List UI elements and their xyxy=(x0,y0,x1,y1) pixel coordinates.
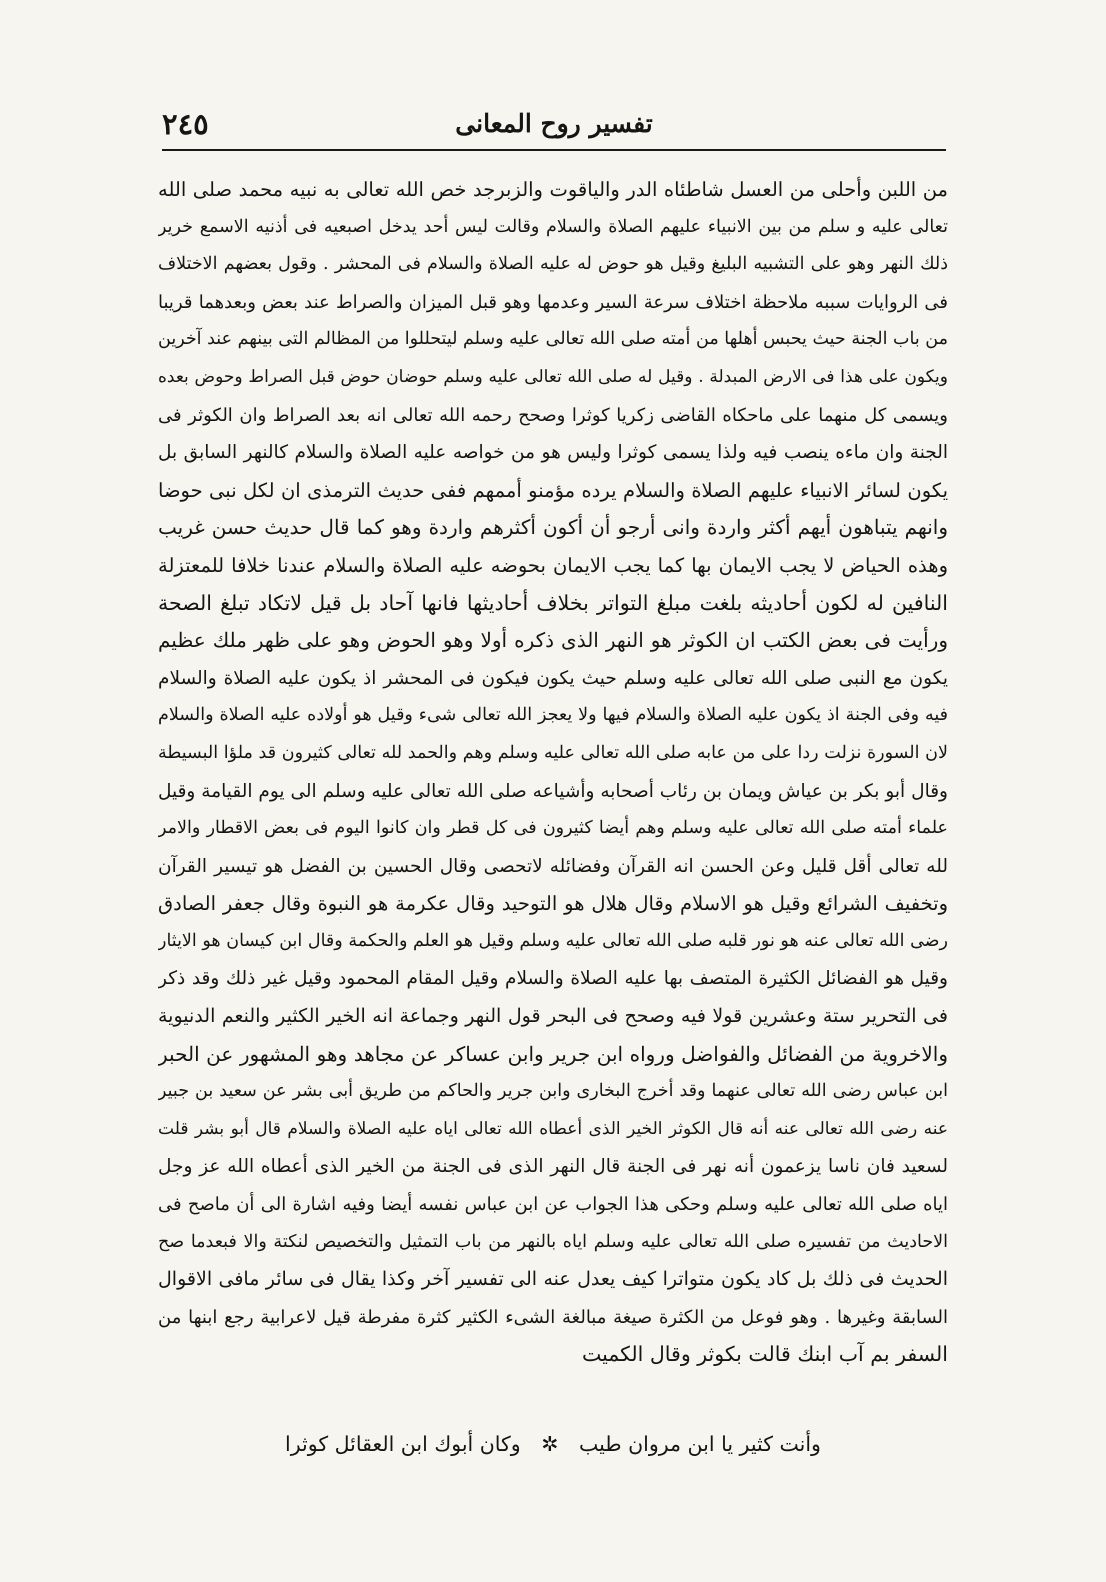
text-line: ويكون على هذا فى الارض المبدلة . وقيل له صلى الله تعالى عليه وسلم حوضان حوض قبل الصراط وحوض بعده xyxy=(158,366,948,387)
text-line: ذلك النهر وهو على التشبيه البليغ وقيل هو حوض له عليه الصلاة والسلام فى المحشر . وقول بعضهم الاختلاف xyxy=(158,254,948,275)
text-line: الجنة وان ماءه ينصب فيه ولذا يسمى كوثرا وليس هو من خواصه عليه الصلاة والسلام كالنهر السابق بل xyxy=(158,442,948,464)
text-line: وتخفيف الشرائع وقيل هو الاسلام وقال هلال هو التوحيد وقال عكرمة هو النبوة وقال جعفر الصادق xyxy=(158,892,948,916)
text-line: ابن عباس رضى الله تعالى عنهما وقد أخرج البخارى وابن جرير والحاكم من طريق أبى بشر عن سعيد بن جبير xyxy=(158,1081,948,1102)
text-line: ورأيت فى بعض الكتب ان الكوثر هو النهر الذى ذكره أولا وهو الحوض وهو على ظهر ملك عظيم xyxy=(158,628,948,653)
verse-second-hemistich: وكان أبوك ابن العقائل كوثرا xyxy=(285,1432,521,1456)
text-line: وهذه الحياض لا يجب الايمان بها كما يجب الايمان بحوضه عليه الصلاة والسلام عندنا خلافا للمعتزلة xyxy=(158,553,948,577)
text-line: ويسمى كل منهما على ماحكاه القاضى زكريا كوثرا وصحح رحمه الله تعالى انه بعد الصراط وان الكوثر فى xyxy=(158,404,948,426)
page-title: تفسير روح المعانى xyxy=(455,109,653,138)
text-line: لله تعالى أقل قليل وعن الحسن انه القرآن وفضائله لاتحصى وقال الحسين بن الفضل هو تيسير القرآن xyxy=(158,855,948,877)
page-header xyxy=(162,102,946,146)
text-line: السابقة وغيرها . وهو فوعل من الكثرة صيغة مبالغة الشىء الكثير كثرة مفرطة قيل لاعرابية رجع ابنها من xyxy=(158,1306,948,1328)
text-line: وقال أبو بكر بن عياش ويمان بن رئاب أصحابه وأشياعه صلى الله تعالى عليه وسلم الى يوم القيامة وقيل xyxy=(158,780,948,802)
text-line: وقيل هو الفضائل الكثيرة المتصف بها عليه الصلاة والسلام وقيل المقام المحمود وقيل غير ذلك وقد ذكر xyxy=(158,968,948,990)
text-line: النافين له لكون أحاديثه بلغت مبلغ التواتر بخلاف أحاديثها فانها آحاد بل قيل لاتكاد تبلغ الصحة xyxy=(158,590,948,615)
text-line: لسعيد فان ناسا يزعمون أنه نهر فى الجنة قال النهر الذى فى الجنة من الخير الذى أعطاه الله عز وجل xyxy=(158,1156,948,1178)
text-line: علماء أمته صلى الله تعالى عليه وسلم وهم أيضا كثيرون فى كل قطر وان كانوا اليوم فى بعض الاقطار والامر xyxy=(158,818,948,839)
text-line: من اللبن وأحلى من العسل شاطئاه الدر والياقوت والزبرجد خص الله تعالى به نبيه محمد صلى الله xyxy=(158,178,948,201)
text-line: الحديث فى ذلك بل كاد يكون متواترا كيف يعدل عنه الى تفسير آخر وكذا يقال فى سائر مافى الاقوال xyxy=(158,1268,948,1291)
header-rule xyxy=(162,149,946,151)
text-line: وانهم يتباهون أيهم أكثر واردة وانى أرجو أن أكون أكثرهم واردة وهو كما قال حديث حسن غريب xyxy=(158,515,948,540)
text-line: من باب الجنة حيث يحبس أهلها من أمته صلى الله تعالى عليه وسلم ليتحللوا من المظالم التى بينهم عند آخرين xyxy=(158,329,948,350)
text-line: رضى الله تعالى عنه هو نور قلبه صلى الله تعالى عليه وسلم وقيل هو العلم والحكمة وقال ابن كيسان هو الايثار xyxy=(158,930,948,951)
text-line: الاحاديث من تفسيره صلى الله تعالى عليه وسلم اياه بالنهر من باب التمثيل والتخصيص لنكتة والا فبعدما صح xyxy=(158,1231,948,1252)
text-line: اياه صلى الله تعالى عليه وسلم وحكى هذا الجواب عن ابن عباس نفسه أيضا وفيه اشارة الى أن ماصح فى xyxy=(158,1194,948,1216)
text-line: عنه رضى الله تعالى عنه أنه قال الكوثر الخير الذى أعطاه الله تعالى اياه عليه الصلاة والسلام قال أبو بشر قلت xyxy=(158,1118,948,1139)
body-text xyxy=(158,171,948,1374)
page-number: ٢٤٥ xyxy=(162,107,209,141)
text-line: فى الروايات سببه ملاحظة اختلاف سرعة السير وعدمها وهو قبل الميزان والصراط عند بعض وبعدهما قريبا xyxy=(158,291,948,313)
text-line: السفر بم آب ابنك قالت بكوثر وقال الكميت xyxy=(581,1342,948,1367)
verse-separator: ✲ xyxy=(541,1432,559,1456)
text-line: تعالى عليه و سلم من بين الانبياء عليهم الصلاة والسلام وقالت ليس أحد يدخل اصبعيه فى أذنيه الاسمع خرير xyxy=(158,216,948,237)
text-line: يكون مع النبى صلى الله تعالى عليه وسلم حيث يكون فيكون فى المحشر اذ يكون عليه الصلاة والسلام xyxy=(158,667,948,689)
text-line: فيه وفى الجنة اذ يكون عليه الصلاة والسلام فيها ولا يعجز الله تعالى شىء وقيل هو أولاده عليه الصلاة والسلام xyxy=(158,705,948,726)
text-line: يكون لسائر الانبياء عليهم الصلاة والسلام يرده مؤمنو أممهم ففى حديث الترمذى ان لكل نبى حوضا xyxy=(158,478,948,502)
text-line: لان السورة نزلت ردا على من عابه صلى الله تعالى عليه وسلم وهم والحمد لله تعالى كثيرون قد ملؤا البسيطة xyxy=(158,742,948,763)
verse-first-hemistich: وأنت كثير يا ابن مروان طيب xyxy=(578,1432,821,1456)
text-line: والاخروية من الفضائل والفواضل ورواه ابن جرير وابن عساكر عن مجاهد وهو المشهور عن الحبر xyxy=(158,1041,948,1066)
poetry-verse xyxy=(158,1426,948,1462)
text-line: فى التحرير ستة وعشرين قولا فيه وصحح فى البحر قول النهر وجماعة انه الخير الكثير والنعم الدنيوية xyxy=(158,1005,948,1028)
